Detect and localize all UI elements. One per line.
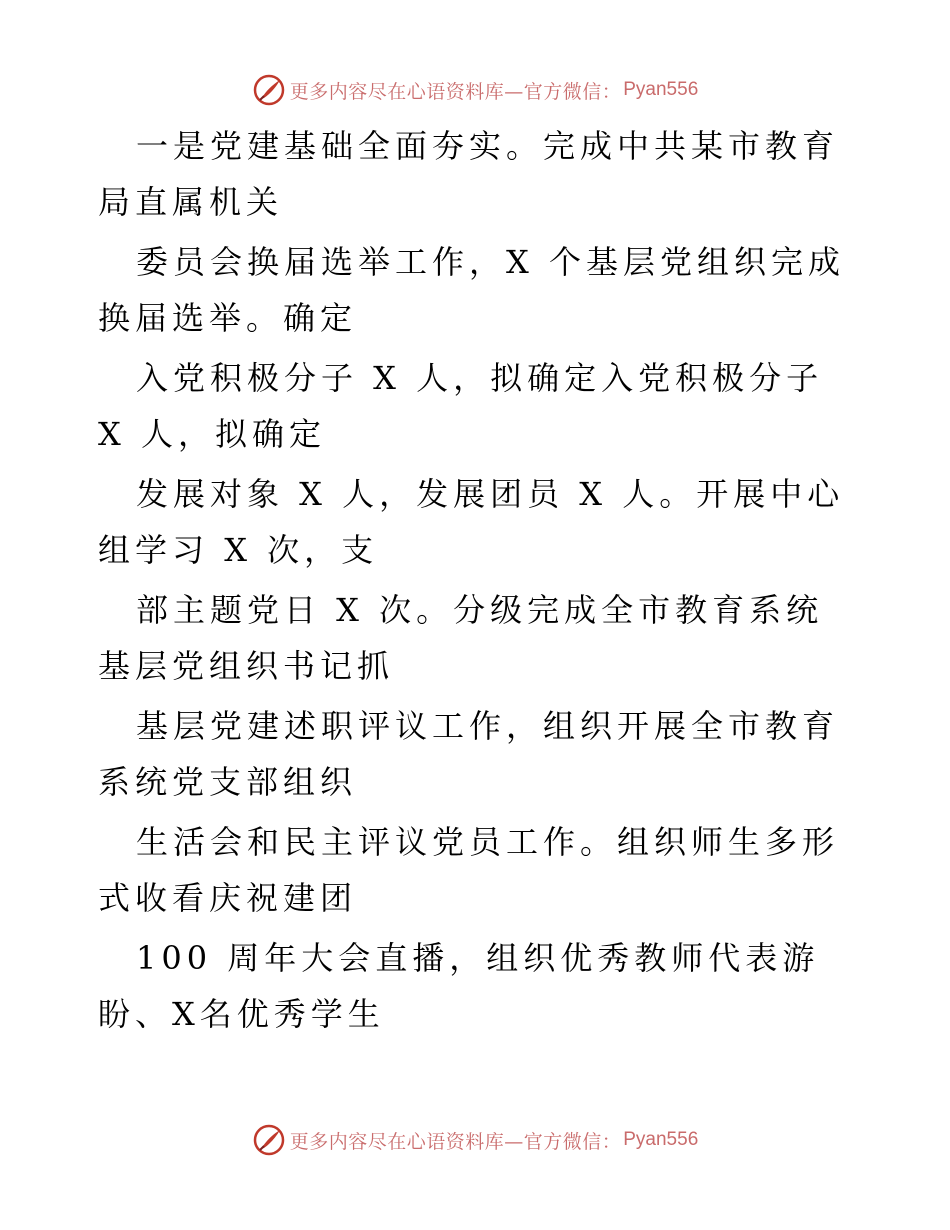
quill-logo-icon [252,73,286,107]
paragraph-6-line-2: 党支部组织 [172,763,358,801]
paragraph-6-line-1: 基层党建述职评议工作，组织开展全市教育系统 [98,707,840,801]
paragraph-2 [98,234,858,346]
header-watermark [0,70,950,110]
paragraph-8-line-1: 100 周年大会直播，组织优秀教师代表游盼、X [98,939,820,1033]
quill-logo-icon [252,1123,286,1157]
paragraph-7 [98,814,858,926]
watermark-wechat-id: Pyan556 [623,1129,699,1150]
paragraph-8-line-2: 名优秀学生 [199,995,385,1033]
paragraph-1-line-2: 属机关 [172,183,284,221]
paragraph-6 [98,698,858,810]
paragraph-3-line-1: 入党积极分子 X 人，拟确定入党积极分子 X [98,359,824,453]
paragraph-1-line-1: 一是党建基础全面夯实。完成中共某市教育局直 [98,127,840,221]
watermark-text: 更多内容尽在心语资料库—官方微信： [289,80,622,103]
watermark-wechat-id: Pyan556 [623,79,699,100]
paragraph-5-line-1: 部主题党日 X 次。分级完成全市教育系统基层 [98,591,824,685]
paragraph-7-line-1: 生活会和民主评议党员工作。组织师生多形式收 [98,823,840,917]
paragraph-2-line-2: 选举。确定 [172,299,358,337]
paragraph-3 [98,350,858,462]
paragraph-4-line-1: 发展对象 X 人，发展团员 X 人。开展中心组学 [98,475,845,569]
paragraph-4 [98,466,858,578]
paragraph-5-line-2: 党组织书记抓 [172,647,395,685]
watermark-text: 更多内容尽在心语资料库—官方微信： [289,1130,622,1153]
paragraph-3-line-2: 人，拟确定 [140,415,326,453]
paragraph-2-line-1: 委员会换届选举工作，X 个基层党组织完成换届 [98,243,845,337]
document-body [98,118,858,1046]
paragraph-1 [98,118,858,230]
paragraph-7-line-2: 看庆祝建团 [172,879,358,917]
paragraph-4-line-2: 习 X 次，支 [172,531,379,569]
paragraph-8 [98,930,858,1042]
paragraph-5 [98,582,858,694]
footer-watermark [0,1120,950,1160]
